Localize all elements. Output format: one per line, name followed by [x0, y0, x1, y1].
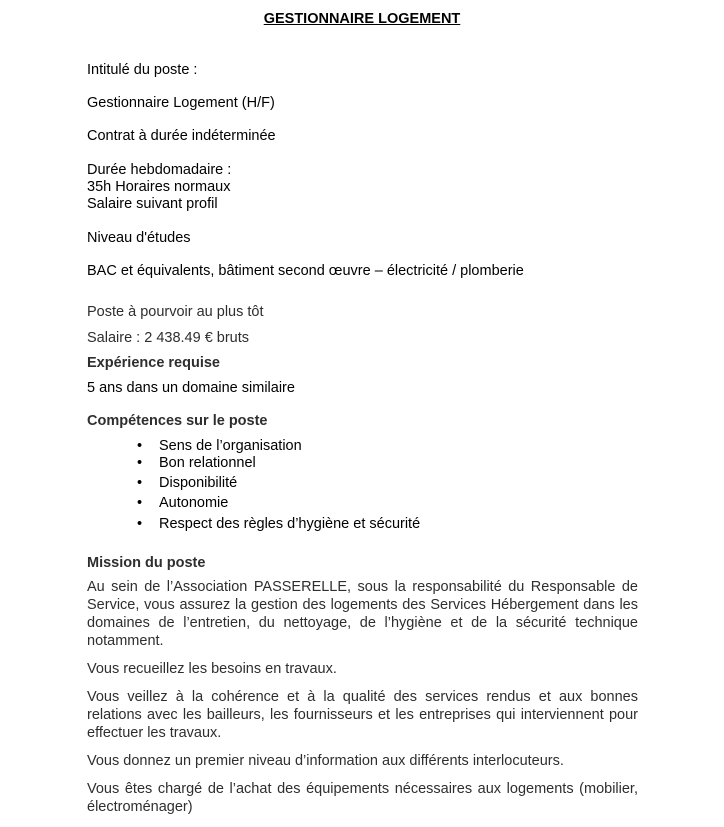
working-hours: 35h Horaires normaux [87, 179, 231, 195]
job-title-value: Gestionnaire Logement (H/F) [87, 95, 275, 111]
mission-paragraph: Vous donnez un premier niveau d’information aux différents interlocuteurs. [87, 753, 564, 769]
mission-paragraph: Au sein de l’Association PASSERELLE, sous la responsabilité du Responsable de Service, vous assurez la gestion des logements des Services Hébergement dans les domaines de l’entretien, du nettoyage, de l’hygiène et de la sécurité technique notamment. [87, 579, 638, 649]
mission-heading: Mission du poste [87, 555, 206, 571]
education-value: BAC et équivalents, bâtiment second œuvre – électricité / plomberie [87, 263, 524, 279]
experience-value: 5 ans dans un domaine similaire [87, 380, 295, 396]
skill-item: • Disponibilité [137, 475, 420, 495]
intitule-label: Intitulé du poste : [87, 62, 198, 78]
skill-item: • Respect des règles d’hygiène et sécurité [137, 516, 420, 533]
skill-item: • Autonomie [137, 495, 420, 516]
mission-paragraph: Vous veillez à la cohérence et à la qualité des services rendus et aux bonnes relations avec les bailleurs, les fournisseurs et les entreprises qui interviennent pour effectuer les travaux. [87, 689, 638, 741]
skills-list [137, 438, 420, 533]
skills-heading: Compétences sur le poste [87, 413, 268, 429]
skill-item: • Bon relationnel [137, 455, 420, 475]
duration-label: Durée hebdomadaire : [87, 162, 232, 178]
education-label: Niveau d'études [87, 230, 191, 246]
mission-paragraph: Vous êtes chargé de l’achat des équipements nécessaires aux logements (mobilier, électroménager) [87, 781, 638, 815]
document-title: GESTIONNAIRE LOGEMENT [263, 11, 461, 27]
salary-profile: Salaire suivant profil [87, 196, 218, 212]
contract-type: Contrat à durée indéterminée [87, 128, 276, 144]
mission-paragraph: Vous recueillez les besoins en travaux. [87, 661, 337, 677]
experience-heading: Expérience requise [87, 355, 220, 371]
availability-text: Poste à pourvoir au plus tôt [87, 304, 264, 320]
skill-item: • Sens de l’organisation [137, 438, 420, 455]
salary-text: Salaire : 2 438.49 € bruts [87, 330, 250, 346]
